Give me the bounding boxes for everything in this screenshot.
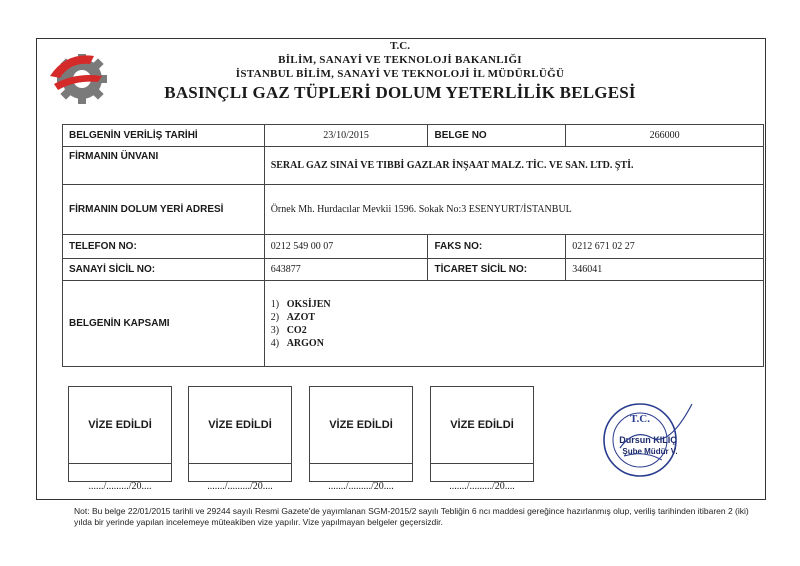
list-item	[271, 337, 757, 350]
visa-date-2: ......./........./20....	[207, 481, 273, 492]
ministry-gear-logo-icon	[46, 46, 118, 108]
scope-gas: AZOT	[286, 311, 316, 323]
scope-number: 1)	[270, 298, 280, 310]
stamp-name: Dursun KILIÇ	[619, 435, 677, 445]
company-value: SERAL GAZ SINAİ VE TIBBİ GAZLAR İNŞAAT MALZ. TİC. VE SAN. LTD. ŞTİ.	[264, 147, 763, 185]
trade-reg-value: 346041	[566, 259, 764, 281]
certificate-title: BASINÇLI GAZ TÜPLERİ DOLUM YETERLİLİK BELGESİ	[164, 83, 636, 102]
fax-value: 0212 671 02 27	[566, 235, 764, 259]
table-row	[63, 235, 764, 259]
scope-label: BELGENİN KAPSAMI	[63, 281, 265, 367]
list-item	[271, 311, 757, 324]
list-item	[271, 324, 757, 337]
address-value: Örnek Mh. Hurdacılar Mevkii 1596. Sokak No:3 ESENYURT/İSTANBUL	[264, 185, 763, 235]
header-directorate: İSTANBUL BİLİM, SANAYİ VE TEKNOLOJİ İL MÜDÜRLÜĞÜ	[235, 68, 565, 80]
table-row	[63, 185, 764, 235]
visa-box-1	[68, 386, 172, 482]
stamp-role: Şube Müdür V.	[622, 447, 678, 456]
visa-label: VİZE EDİLDİ	[189, 387, 291, 464]
cert-no-label: BELGE NO	[428, 125, 566, 147]
scope-gas: ARGON	[286, 337, 324, 349]
list-item	[271, 298, 757, 311]
visa-label: VİZE EDİLDİ	[431, 387, 533, 464]
scope-list	[271, 298, 757, 350]
phone-label: TELEFON NO:	[63, 235, 265, 259]
header-ministry: BİLİM, SANAYİ VE TEKNOLOJİ BAKANLIĞI	[278, 54, 522, 66]
issue-date-value: 23/10/2015	[264, 125, 428, 147]
table-row	[63, 125, 764, 147]
visa-label: VİZE EDİLDİ	[310, 387, 412, 464]
certificate-header	[120, 40, 680, 104]
stamp-emblem: T.C.	[630, 413, 650, 425]
scope-gas: CO2	[286, 324, 307, 336]
address-label: FİRMANIN DOLUM YERİ ADRESİ	[63, 185, 265, 235]
scope-number: 2)	[270, 311, 280, 323]
official-stamp-icon	[600, 398, 696, 482]
trade-reg-label: TİCARET SİCİL NO:	[428, 259, 566, 281]
visa-box-4	[430, 386, 534, 482]
company-label: FİRMANIN ÜNVANI	[63, 147, 265, 185]
visa-date-4: ......./........./20....	[449, 481, 515, 492]
phone-value: 0212 549 00 07	[264, 235, 428, 259]
scope-number: 3)	[270, 324, 280, 336]
table-row	[63, 259, 764, 281]
cert-no-value: 266000	[566, 125, 764, 147]
issue-date-label: BELGENİN VERİLİŞ TARİHİ	[63, 125, 265, 147]
header-line-1: T.C.	[390, 40, 410, 52]
scope-number: 4)	[270, 337, 280, 349]
scope-cell	[264, 281, 763, 367]
visa-date-1: ....../........./20....	[88, 481, 152, 492]
visa-box-2	[188, 386, 292, 482]
table-row	[63, 281, 764, 367]
fax-label: FAKS NO:	[428, 235, 566, 259]
certificate-details-table	[62, 124, 764, 367]
visa-box-3	[309, 386, 413, 482]
industry-reg-value: 643877	[264, 259, 428, 281]
visa-date-3: ......./........./20....	[328, 481, 394, 492]
visa-label: VİZE EDİLDİ	[69, 387, 171, 464]
scope-gas: OKSİJEN	[286, 298, 331, 310]
industry-reg-label: SANAYİ SİCİL NO:	[63, 259, 265, 281]
table-row	[63, 147, 764, 185]
footer-note: Not: Bu belge 22/01/2015 tarihli ve 29244 sayılı Resmi Gazete'de yayımlanan SGM-2015/2 sayılı Tebliğin 6 ncı maddesi gereğince hazırlanmış olup, veriliş tarihinden itibaren 2 (iki) yılda bir yerinde yapılan incelemeye müteakiben vize yapılır. Vize yapılmayan belgeler geçersizdir.	[74, 506, 749, 527]
